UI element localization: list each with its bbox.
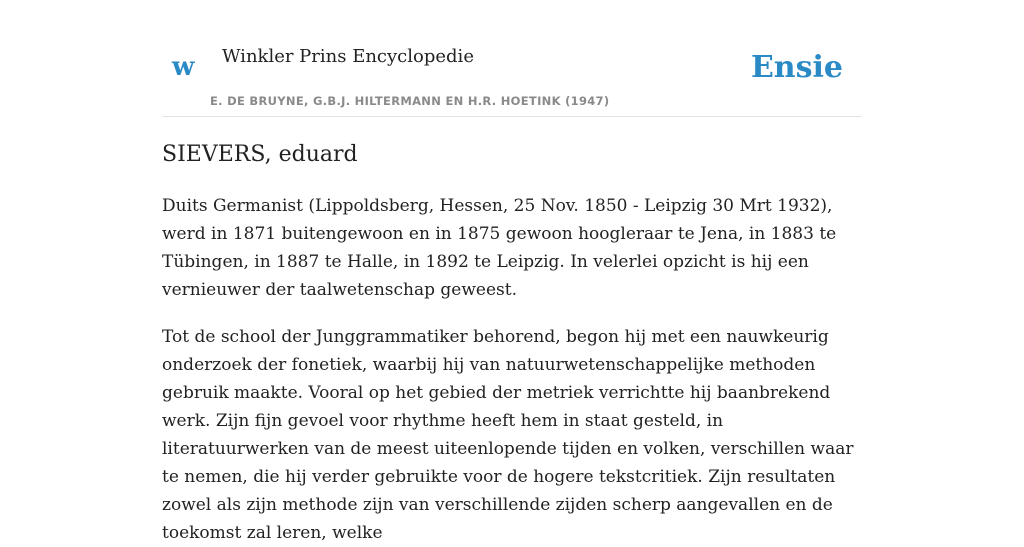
ensie-logo[interactable]: Ensie xyxy=(750,50,843,85)
source-logo[interactable]: w xyxy=(172,52,195,82)
article-title: SIEVERS, eduard xyxy=(162,142,358,167)
source-header xyxy=(162,0,862,117)
source-authors: E. DE BRUYNE, G.B.J. HILTERMANN EN H.R. HOETINK (1947) xyxy=(210,94,610,108)
article-paragraph: Tot de school der Junggrammatiker behorend, begon hij met een nauwkeurig onderzoek der fonetiek, waarbij hij van natuurwetenschappelijke methoden gebruik maakte. Vooral op het gebied der metriek verrichtte hij baanbrekend werk. Zijn fijn gevoel voor rhythme heeft hem in staat gesteld, in literatuurwerken van de meest uiteenlopende tijden en volken, verschillen waar te nemen, die hij verder gebruikte voor de hogere tekstcritiek. Zijn resultaten zowel als zijn methode zijn van verschillende zijden scherp aangevallen en de toekomst zal leren, welke xyxy=(162,327,854,543)
source-title[interactable]: Winkler Prins Encyclopedie xyxy=(222,46,474,67)
article xyxy=(162,140,862,547)
article-paragraph: Duits Germanist (Lippoldsberg, Hessen, 25 Nov. 1850 - Leipzig 30 Mrt 1932), werd in 1871 buitengewoon en in 1875 gewoon hoogleraar te Jena, in 1883 te Tübingen, in 1887 te Halle, in 1892 te Leipzig. In velerlei opzicht is hij een vernieuwer der taalwetenschap geweest. xyxy=(162,196,837,300)
